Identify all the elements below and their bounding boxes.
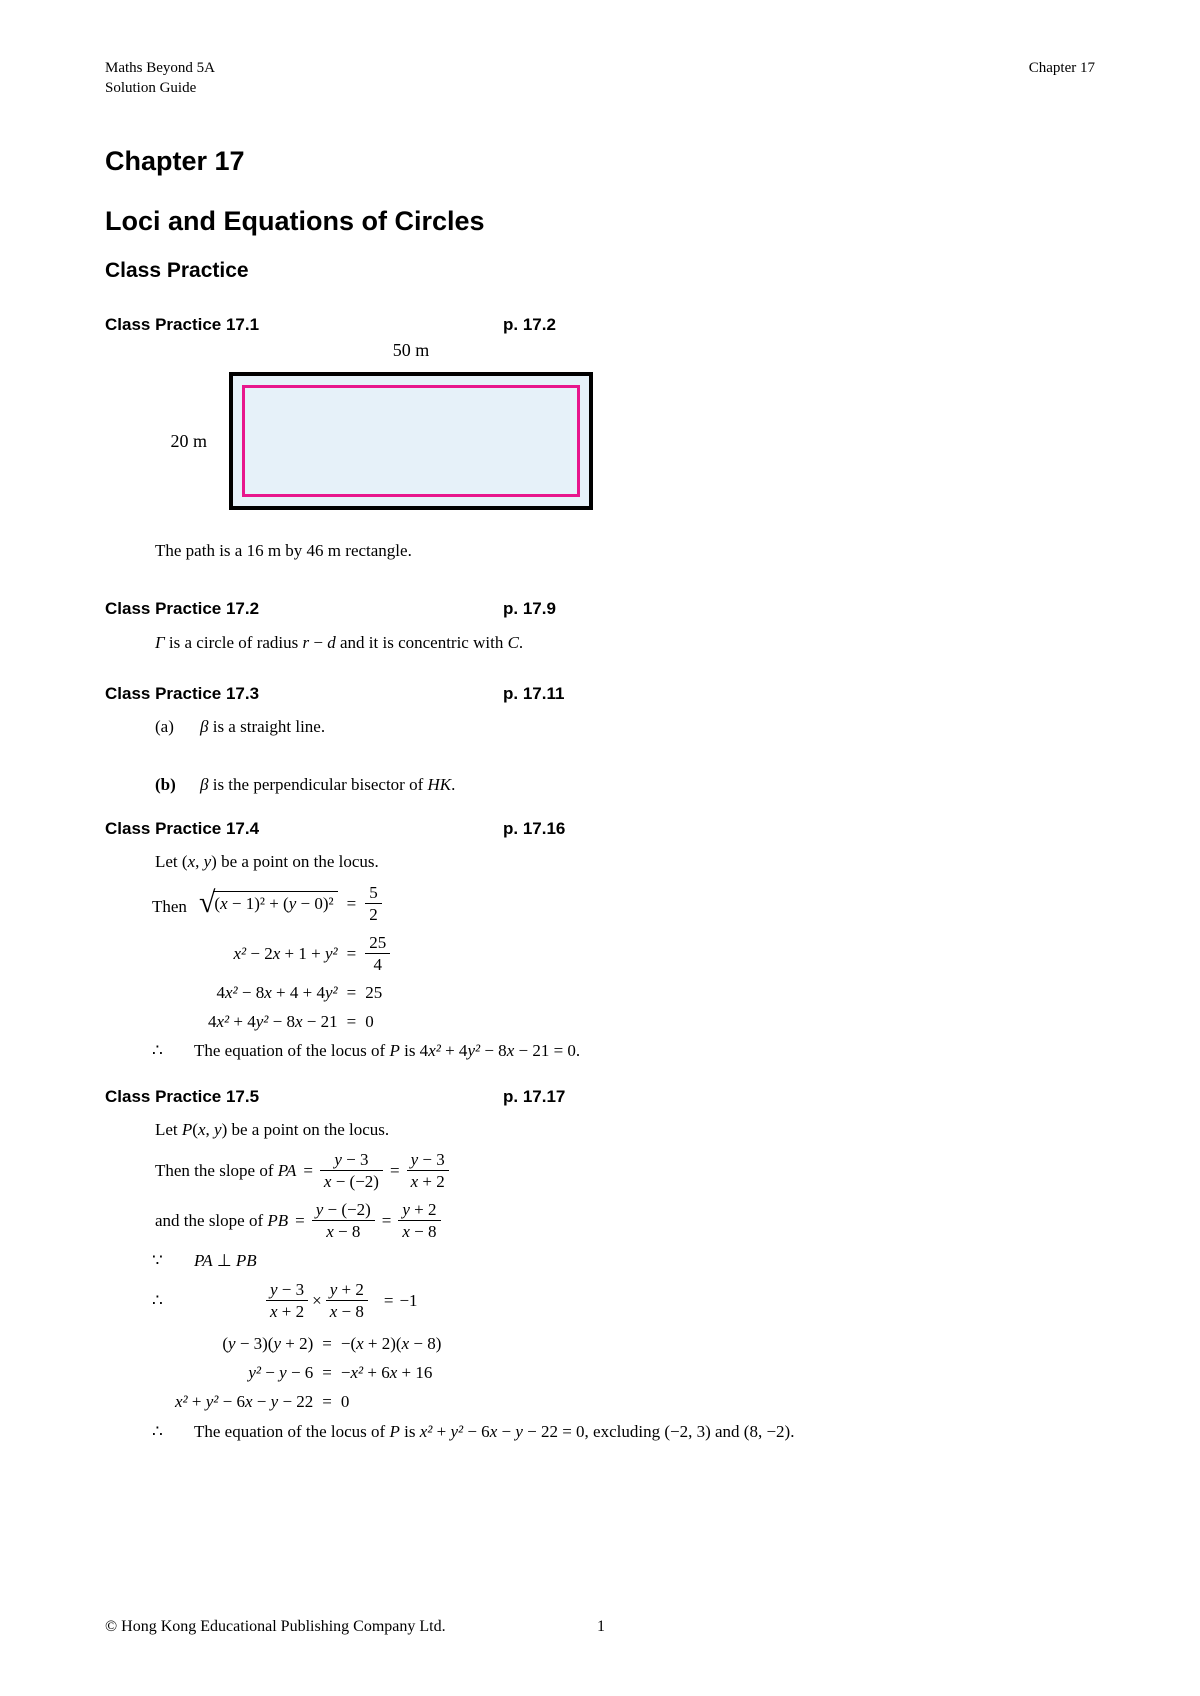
equals-sign: = xyxy=(346,983,357,1002)
page-number: 1 xyxy=(597,1618,605,1635)
cp171-heading-row xyxy=(105,314,1095,335)
field-rectangle xyxy=(229,372,593,510)
copyright-text: © Hong Kong Educational Publishing Company Ltd. xyxy=(105,1618,446,1635)
cp172-section xyxy=(105,598,1095,654)
then-label: Then xyxy=(152,896,187,916)
cp173-page-ref: p. 17.11 xyxy=(503,684,565,703)
fraction: $\frac{y + 2}{x - 8}$ xyxy=(326,1280,368,1321)
equals-sign: = xyxy=(303,1160,313,1180)
cp172-heading: Class Practice 17.2 xyxy=(105,599,260,618)
item-b-label: (b) xyxy=(155,775,176,794)
cp173-heading-row xyxy=(105,683,1095,704)
equals-sign: = xyxy=(346,943,357,963)
cp174-page-ref: p. 17.16 xyxy=(503,819,566,838)
cp174-conclusion-text: The equation of the locus of P is 4x² + 4y² − 8x − 21 = 0. xyxy=(194,1041,581,1060)
slope-pa-label: Then the slope of PA xyxy=(155,1160,297,1180)
cp175-slope-pa-line xyxy=(105,1150,1095,1191)
cp171-answer: The path is a 16 m by 46 m rectangle. xyxy=(155,541,412,560)
equals-sign: = xyxy=(322,1334,332,1353)
cp174-eq4-lhs: 4x² + 4y² − 8x − 21 xyxy=(207,1012,338,1031)
equals-sign: = xyxy=(295,1210,305,1230)
cp174-heading-row xyxy=(105,818,1095,839)
equals-sign: = xyxy=(322,1363,332,1382)
equals-sign: = xyxy=(389,1160,400,1180)
radical-sign: √ xyxy=(198,885,216,919)
fraction: $\frac{y - 3}{x + 2}$ xyxy=(407,1150,449,1191)
cp175-product-line xyxy=(105,1280,1095,1321)
item-b-text: β is the perpendicular bisector of HK. xyxy=(200,775,456,794)
cp174-eq3-lhs: 4x² − 8x + 4 + 4y² xyxy=(216,983,338,1002)
cp175-eq1-rhs: −(x + 2)(x − 8) xyxy=(340,1334,442,1353)
cp172-answer: Γ is a circle of radius r − d and it is concentric with C. xyxy=(155,633,524,652)
path-inner-rectangle xyxy=(242,385,580,497)
cp175-eq2-rhs: −x² + 6x + 16 xyxy=(340,1363,433,1382)
fraction: $\frac{25}{4}$ xyxy=(365,933,390,974)
slope-pb-label: and the slope of PB xyxy=(155,1210,289,1230)
cp173-item-a xyxy=(105,716,1095,738)
equals-sign: = xyxy=(346,1012,357,1031)
header-left xyxy=(105,58,215,98)
radicand: (x − 1)² + (y − 0)² xyxy=(213,891,337,914)
page-footer xyxy=(105,1618,1095,1636)
fraction: $\frac{y - 3}{x - (-2)}$ xyxy=(320,1150,383,1191)
figure-height-label: 20 m xyxy=(170,431,207,451)
cp175-intro: Let P(x, y) be a point on the locus. xyxy=(155,1120,390,1139)
cp174-eq1-rhs xyxy=(365,883,382,924)
because-symbol: ∵ xyxy=(152,1251,163,1270)
cp172-page-ref: p. 17.9 xyxy=(503,599,556,618)
cp175-eq3-rhs: 0 xyxy=(340,1392,350,1411)
cp175-slope-pb-line xyxy=(105,1200,1095,1241)
cp173-heading: Class Practice 17.3 xyxy=(105,684,260,703)
equals-sign: = xyxy=(383,1290,394,1310)
cp174-eq2-rhs xyxy=(365,933,390,974)
equals-sign: = xyxy=(322,1392,332,1411)
therefore-symbol: ∴ xyxy=(152,1290,163,1310)
book-subtitle: Solution Guide xyxy=(105,80,197,96)
item-a-label: (a) xyxy=(155,717,174,736)
item-a-text: β is a straight line. xyxy=(200,717,326,736)
cp174-eq3-rhs: 25 xyxy=(365,983,383,1002)
cp175-page-ref: p. 17.17 xyxy=(503,1087,566,1106)
cp175-product-rhs: −1 xyxy=(399,1290,418,1310)
cp171-heading: Class Practice 17.1 xyxy=(105,315,260,334)
cp172-heading-row xyxy=(105,598,1095,619)
fraction: $\frac{5}{2}$ xyxy=(365,883,382,924)
cp173-item-b xyxy=(105,774,1095,796)
book-title: Maths Beyond 5A xyxy=(105,60,215,76)
cp174-conclusion xyxy=(105,1041,1095,1061)
cp174-intro: Let (x, y) be a point on the locus. xyxy=(155,852,379,871)
cp175-conclusion-text: The equation of the locus of P is x² + y² − 6x − y − 22 = 0, excluding (−2, 3) and (8, −2). xyxy=(194,1422,795,1441)
cp175-conclusion xyxy=(105,1422,1095,1442)
cp174-eq2-lhs: x² − 2x + 1 + y² xyxy=(233,943,338,963)
therefore-symbol: ∴ xyxy=(152,1422,163,1441)
therefore-symbol: ∴ xyxy=(152,1041,163,1060)
fraction: $\frac{y + 2}{x - 8}$ xyxy=(398,1200,440,1241)
cp174-heading: Class Practice 17.4 xyxy=(105,819,260,838)
cp174-eq1-lhs xyxy=(152,885,338,919)
cp174-section xyxy=(105,818,1095,1061)
cp175-eq3-lhs: x² + y² − 6x − y − 22 xyxy=(175,1392,314,1411)
section-title: Class Practice xyxy=(105,259,249,282)
cp175-eq1-lhs: (y − 3)(y + 2) xyxy=(222,1334,314,1353)
cp175-heading-row xyxy=(105,1086,1095,1107)
square-root xyxy=(198,885,338,919)
cp175-perpendicular-line xyxy=(105,1251,1095,1271)
equals-sign: = xyxy=(346,893,357,913)
fraction: $\frac{y - 3}{x + 2}$ xyxy=(266,1280,308,1321)
times-sign: × xyxy=(312,1290,322,1310)
cp174-eq4-rhs: 0 xyxy=(365,1012,374,1031)
cp175-section xyxy=(105,1086,1095,1442)
chapter-subtitle: Loci and Equations of Circles xyxy=(105,206,485,236)
cp175-heading: Class Practice 17.5 xyxy=(105,1087,260,1106)
fraction: $\frac{y - (-2)}{x - 8}$ xyxy=(312,1200,375,1241)
cp174-equation-block xyxy=(152,883,1095,1032)
page-header xyxy=(105,58,1095,98)
equals-sign: = xyxy=(381,1210,392,1230)
cp175-eq2-lhs: y² − y − 6 xyxy=(248,1363,314,1382)
perp-statement: PA ⊥ PB xyxy=(194,1251,257,1270)
chapter-title: Chapter 17 xyxy=(105,146,245,176)
header-chapter-ref: Chapter 17 xyxy=(1028,60,1095,76)
cp175-equation-block xyxy=(175,1334,1095,1412)
cp171-page-ref: p. 17.2 xyxy=(503,315,556,334)
figure-width-label: 50 m xyxy=(392,340,430,360)
cp173-section xyxy=(105,683,1095,796)
